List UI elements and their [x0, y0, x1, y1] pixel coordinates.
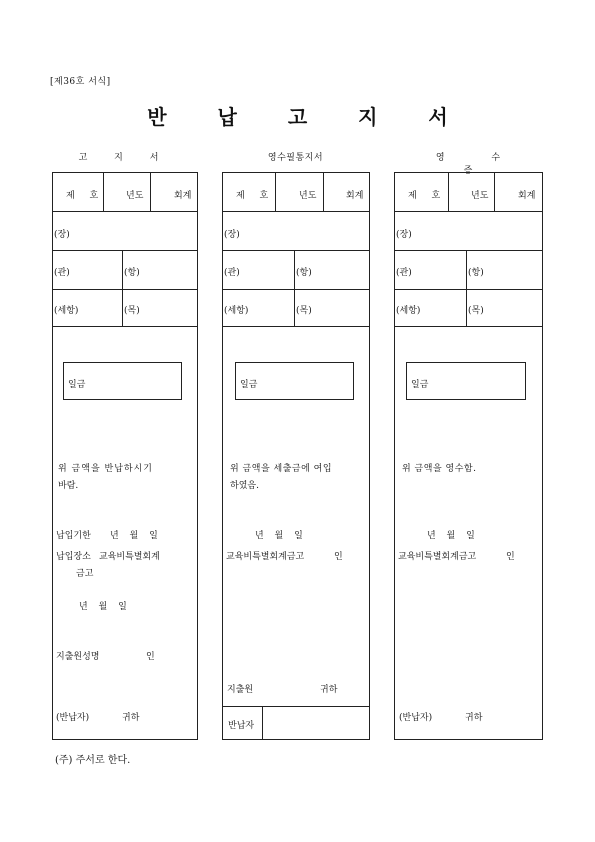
divider [394, 211, 543, 212]
seal-mark: 인 [146, 652, 155, 662]
gwan-label: (관) [54, 268, 70, 278]
number-label: 제 호 [66, 191, 105, 201]
payer-label: (반납자) [56, 713, 90, 723]
number-label: 제 호 [408, 191, 447, 201]
column-header-receipt-notice: 영수필통지서 [267, 153, 324, 163]
officer-label: 지출원성명 [56, 652, 100, 662]
seal-mark: 인 [334, 552, 343, 562]
number-label: 제 호 [236, 191, 275, 201]
bank-name: 교육비특별회계금고 [226, 552, 305, 562]
divider [275, 172, 276, 211]
bank-name: 교육비특별회계금고 [398, 552, 477, 562]
amount-label: 일금 [411, 380, 429, 390]
divider [448, 172, 449, 211]
statement-line-2: 하였음. [230, 481, 259, 491]
mok-label: (목) [468, 306, 484, 316]
divider [150, 172, 151, 211]
divider [122, 250, 123, 326]
divider [494, 172, 495, 211]
year-label: 년도 [299, 191, 317, 201]
statement-line-1: 위 금액을 세출금에 여입 [230, 464, 333, 474]
divider [52, 326, 198, 327]
column-header-receipt: 영 수 증 [435, 153, 523, 176]
honorific: 귀하 [465, 713, 483, 723]
hang-label: (항) [296, 268, 312, 278]
amount-label: 일금 [240, 380, 258, 390]
page-title: 반 납 고 지 서 [147, 105, 470, 129]
statement-line-2: 바람. [58, 481, 79, 491]
mok-label: (목) [296, 306, 312, 316]
divider [52, 250, 198, 251]
divider [222, 250, 370, 251]
divider [394, 250, 543, 251]
divider [52, 211, 198, 212]
mok-label: (목) [124, 306, 140, 316]
seal-mark: 인 [506, 552, 515, 562]
account-label: 회계 [346, 191, 364, 201]
divider [222, 706, 370, 707]
sehang-label: (세항) [54, 306, 79, 316]
receipt-date: 년 월 일 [427, 531, 475, 541]
divider [222, 211, 370, 212]
honorific: 귀하 [320, 685, 338, 695]
gwan-label: (관) [224, 268, 240, 278]
divider [222, 326, 370, 327]
divider [394, 289, 543, 290]
divider [466, 250, 467, 326]
payer-label: (반납자) [399, 713, 433, 723]
due-date: 년 월 일 [110, 531, 158, 541]
year-label: 년도 [126, 191, 144, 201]
place-label: 납입장소 [56, 552, 91, 562]
officer-label: 지출원 [227, 685, 254, 695]
divider [262, 706, 263, 740]
sehang-label: (세항) [224, 306, 249, 316]
footnote: (주) 주서로 한다. [55, 755, 131, 766]
amount-label: 일금 [68, 380, 86, 390]
divider [294, 250, 295, 326]
hang-label: (항) [124, 268, 140, 278]
payer-label: 반납자 [228, 721, 255, 731]
statement-line-1: 위 금액을 영수함. [402, 464, 477, 474]
gwan-label: (관) [396, 268, 412, 278]
due-label: 납입기한 [56, 531, 91, 541]
jang-label: (장) [224, 230, 240, 240]
form-number: [제36호 서식] [50, 77, 111, 87]
sehang-label: (세항) [396, 306, 421, 316]
place-value: 교육비특별회계 [99, 552, 160, 562]
account-label: 회계 [518, 191, 536, 201]
issue-date: 년 월 일 [79, 602, 127, 612]
place-value-cont: 금고 [76, 569, 94, 579]
statement-line-1: 위 금액을 반납하시기 [58, 464, 153, 474]
divider [52, 289, 198, 290]
jang-label: (장) [54, 230, 70, 240]
jang-label: (장) [396, 230, 412, 240]
receipt-date: 년 월 일 [255, 531, 303, 541]
divider [323, 172, 324, 211]
account-label: 회계 [174, 191, 192, 201]
divider [394, 326, 543, 327]
honorific: 귀하 [122, 713, 140, 723]
divider [222, 289, 370, 290]
receipt-notice-panel [222, 172, 370, 740]
column-header-notice: 고 지 서 [78, 153, 171, 163]
receipt-panel [394, 172, 543, 740]
hang-label: (항) [468, 268, 484, 278]
year-label: 년도 [471, 191, 489, 201]
